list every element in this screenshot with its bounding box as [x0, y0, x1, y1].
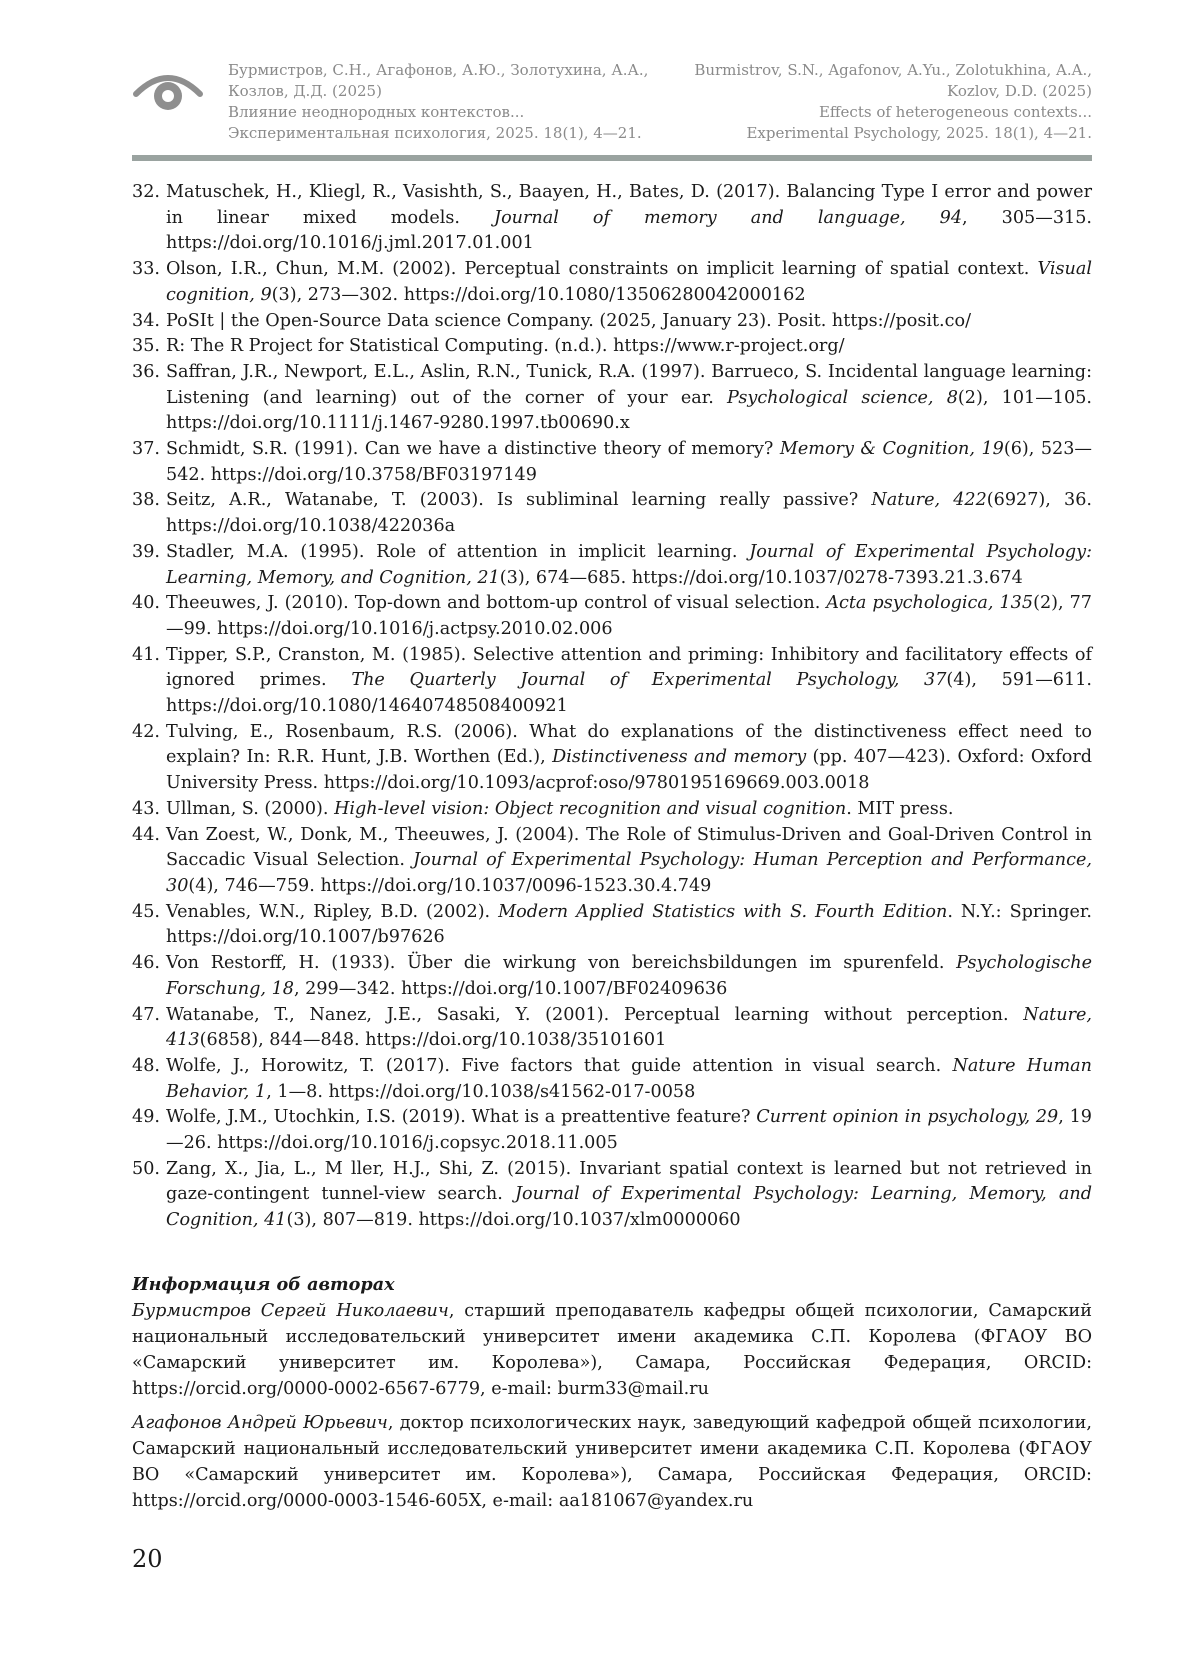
reference-details: (3), 807—819. https://doi.org/10.1037/xlm0000060: [286, 1210, 741, 1231]
reference-text: Schmidt, S.R. (1991). Can we have a distinctive theory of memory?: [166, 439, 780, 460]
header-citation-en: [662, 60, 1092, 144]
reference-item: [132, 1157, 1092, 1234]
reference-source: Acta psychologica, 135: [826, 593, 1034, 614]
header-line: Козлов, Д.Д. (2025): [228, 82, 382, 100]
header-line: Kozlov, D.D. (2025): [947, 82, 1092, 100]
header-line: Бурмистров, С.Н., Агафонов, А.Ю., Золотухина, А.А.,: [228, 61, 649, 79]
reference-source: Psychological science, 8: [727, 387, 958, 408]
page-number: 20: [132, 1545, 163, 1573]
reference-source: Distinctiveness and memory: [552, 747, 807, 768]
reference-number: 45.: [132, 901, 160, 922]
reference-item: [132, 309, 1092, 335]
reference-number: 43.: [132, 798, 160, 819]
reference-details: (6), 523—542. https://doi.org/10.3758/BF03197149: [166, 439, 1092, 485]
reference-details: , 1—8. https://doi.org/10.1038/s41562-017-0058: [266, 1081, 696, 1102]
reference-text: Wolfe, J., Horowitz, T. (2017). Five factors that guide attention in visual search.: [166, 1055, 953, 1076]
reference-source: Journal of Experimental Psychology: Learning, Memory, and Cognition, 41: [166, 1184, 1092, 1231]
reference-details: (4), 591—611. https://doi.org/10.1080/14640748508400921: [166, 670, 1092, 717]
reference-details: . MIT press.: [846, 798, 954, 819]
reference-details: , 305—315. https://doi.org/10.1016/j.jml.2017.01.001: [166, 207, 1092, 254]
reference-number: 46.: [132, 953, 160, 974]
header-line: Burmistrov, S.N., Agafonov, A.Yu., Zolotukhina, A.A.,: [694, 61, 1092, 79]
reference-source: Current opinion in psychology, 29: [756, 1107, 1059, 1128]
reference-item: [132, 643, 1092, 720]
authors-heading: Информация об авторах: [132, 1274, 395, 1295]
reference-number: 40.: [132, 593, 160, 614]
header-line: Effects of heterogeneous contexts...: [818, 103, 1092, 121]
authors-info: [132, 1272, 1092, 1522]
reference-source: Memory & Cognition, 19: [779, 439, 1004, 460]
reference-item: [132, 180, 1092, 257]
reference-text: Zang, X., Jia, L., M ller, H.J., Shi, Z. (2015). Invariant spatial context is learned but not retrieved in gaze-contingent tunnel-view search.: [166, 1158, 1092, 1205]
reference-source: Journal of memory and language, 94: [494, 207, 963, 228]
reference-number: 32.: [132, 182, 160, 202]
reference-number: 49.: [132, 1107, 160, 1128]
reference-item: [132, 437, 1092, 488]
reference-source: Journal of Experimental Psychology: Human Perception and Performance, 30: [166, 850, 1092, 896]
header-citation-ru: [228, 60, 658, 144]
reference-text: Matuschek, H., Kliegl, R., Vasishth, S., Baayen, H., Bates, D. (2017). Balancing Type I error and power in linear mixed models.: [166, 182, 1092, 228]
reference-number: 42.: [132, 721, 160, 742]
reference-details: , 299—342. https://doi.org/10.1007/BF02409636: [293, 978, 728, 999]
author-details: , старший преподаватель кафедры общей психологии, Самарский национальный исследовательский университет имени академика С.П. Королева (ФГАОУ ВО «Самарский университет им. Королева»), Самара, Российская Федерация, ORCID: https://orcid.org/0000-0002-6567-6779, e-mail: burm33@mail.ru: [132, 1301, 1093, 1399]
reference-list: [132, 180, 1092, 1234]
reference-item: [132, 257, 1092, 308]
reference-text: Stadler, M.A. (1995). Role of attention in implicit learning.: [166, 541, 750, 562]
reference-source: Nature, 422: [871, 490, 987, 511]
reference-details: (3), 273—302. https://doi.org/10.1080/13506280042000162: [271, 284, 806, 305]
reference-item: [132, 720, 1092, 797]
reference-item: [132, 797, 1092, 823]
reference-number: 34.: [132, 310, 160, 331]
reference-number: 50.: [132, 1158, 160, 1179]
reference-details: (6927), 36. https://doi.org/10.1038/422036a: [166, 490, 1092, 537]
reference-item: [132, 1003, 1092, 1054]
reference-number: 37.: [132, 439, 160, 460]
header-line: Влияние неоднородных контекстов...: [228, 103, 525, 121]
reference-details: (3), 674—685. https://doi.org/10.1037/0278-7393.21.3.674: [499, 567, 1023, 588]
reference-number: 33.: [132, 259, 160, 280]
reference-source: Psychologische Forschung, 18: [166, 953, 1092, 999]
reference-text: Theeuwes, J. (2010). Top-down and bottom-up control of visual selection.: [166, 593, 827, 614]
reference-text: Ullman, S. (2000).: [166, 798, 335, 819]
reference-text: Tulving, E., Rosenbaum, R.S. (2006). What do explanations of the distinctiveness effect need to explain? In: R.R. Hunt, J.B. Worthen (Ed.),: [166, 721, 1092, 768]
reference-item: [132, 1054, 1092, 1105]
header-line: Экспериментальная психология, 2025. 18(1), 4—21.: [228, 124, 642, 142]
header-divider: [132, 155, 1092, 161]
reference-details: (2), 77—99. https://doi.org/10.1016/j.actpsy.2010.02.006: [166, 593, 1092, 639]
reference-item: [132, 1105, 1092, 1156]
reference-source: Nature, 413: [166, 1004, 1092, 1051]
reference-details: (2), 101—105. https://doi.org/10.1111/j.1467-9280.1997.tb00690.x: [166, 387, 1092, 434]
reference-number: 35.: [132, 336, 160, 357]
reference-details: , 19—26. https://doi.org/10.1016/j.copsyc.2018.11.005: [166, 1107, 1092, 1154]
author-name: Агафонов Андрей Юрьевич: [132, 1413, 388, 1433]
reference-source: Modern Applied Statistics with S. Fourth Edition: [498, 901, 948, 922]
reference-item: [132, 951, 1092, 1002]
reference-number: 44.: [132, 824, 160, 845]
reference-text: Venables, W.N., Ripley, B.D. (2002).: [166, 901, 499, 922]
reference-text: Seitz, A.R., Watanabe, T. (2003). Is subliminal learning really passive?: [166, 490, 872, 511]
reference-item: [132, 540, 1092, 591]
author-name: Бурмистров Сергей Николаевич: [132, 1301, 449, 1321]
reference-number: 39.: [132, 541, 160, 562]
reference-details: (4), 746—759. https://doi.org/10.1037/0096-1523.30.4.749: [188, 875, 712, 896]
author-entry: [132, 1298, 1092, 1402]
reference-source: Journal of Experimental Psychology: Learning, Memory, and Cognition, 21: [166, 541, 1093, 588]
reference-source: High-level vision: Object recognition and visual cognition: [334, 798, 847, 819]
author-entry: [132, 1410, 1092, 1514]
reference-number: 41.: [132, 644, 160, 665]
reference-item: [132, 334, 1092, 360]
reference-text: Olson, I.R., Chun, M.M. (2002). Perceptual constraints on implicit learning of spatial context.: [166, 259, 1038, 280]
reference-item: [132, 360, 1092, 437]
reference-text: PoSIt | the Open-Source Data science Company. (2025, January 23). Posit. https://posit.co/: [166, 310, 972, 331]
author-details: , доктор психологических наук, заведующий кафедрой общей психологии, Самарский национальный исследовательский университет имени академика С.П. Королева (ФГАОУ ВО «Самарский университет им. Королева»), Самара, Российская Федерация, ORCID: https://orcid.org/0000-0003-1546-605X, e-mail: aa181067@yandex.ru: [132, 1413, 1092, 1511]
reference-number: 47.: [132, 1004, 160, 1025]
running-header: [132, 60, 1092, 156]
reference-text: Van Zoest, W., Donk, M., Theeuwes, J. (2004). The Role of Stimulus-Driven and Goal-Driven Control in Saccadic Visual Selection.: [166, 824, 1092, 871]
reference-details: . N.Y.: Springer. https://doi.org/10.1007/b97626: [166, 901, 1092, 948]
reference-item: [132, 900, 1092, 951]
reference-source: Nature Human Behavior, 1: [166, 1055, 1092, 1102]
reference-text: Tipper, S.P., Cranston, M. (1985). Selective attention and priming: Inhibitory and facilitatory effects of ignored primes.: [166, 644, 1092, 691]
reference-text: R: The R Project for Statistical Computing. (n.d.). https://www.r-project.org/: [166, 336, 845, 357]
reference-number: 36.: [132, 361, 160, 382]
reference-text: Watanabe, T., Nanez, J.E., Sasaki, Y. (2001). Perceptual learning without perception.: [166, 1004, 1024, 1025]
reference-item: [132, 488, 1092, 539]
reference-text: Saffran, J.R., Newport, E.L., Aslin, R.N., Tunick, R.A. (1997). Barrueco, S. Incidental language learning: Listening (and learning) out of the corner of your ear.: [166, 361, 1092, 408]
reference-text: Von Restorff, H. (1933). Über die wirkung von bereichsbildungen im spurenfeld.: [166, 953, 957, 974]
reference-text: Wolfe, J.M., Utochkin, I.S. (2019). What is a preattentive feature?: [166, 1107, 757, 1128]
reference-number: 38.: [132, 490, 160, 511]
reference-item: [132, 591, 1092, 642]
reference-details: (6858), 844—848. https://doi.org/10.1038/35101601: [199, 1030, 667, 1051]
reference-number: 48.: [132, 1055, 160, 1076]
reference-details: (pp. 407—423). Oxford: Oxford University Press. https://doi.org/10.1093/acprof:oso/9780195169669.003.0018: [166, 747, 1092, 794]
reference-item: [132, 823, 1092, 900]
reference-source: Visual cognition, 9: [166, 259, 1092, 305]
reference-source: The Quarterly Journal of Experimental Psychology, 37: [351, 670, 947, 691]
eye-icon: [132, 64, 204, 112]
header-line: Experimental Psychology, 2025. 18(1), 4—21.: [746, 124, 1092, 142]
